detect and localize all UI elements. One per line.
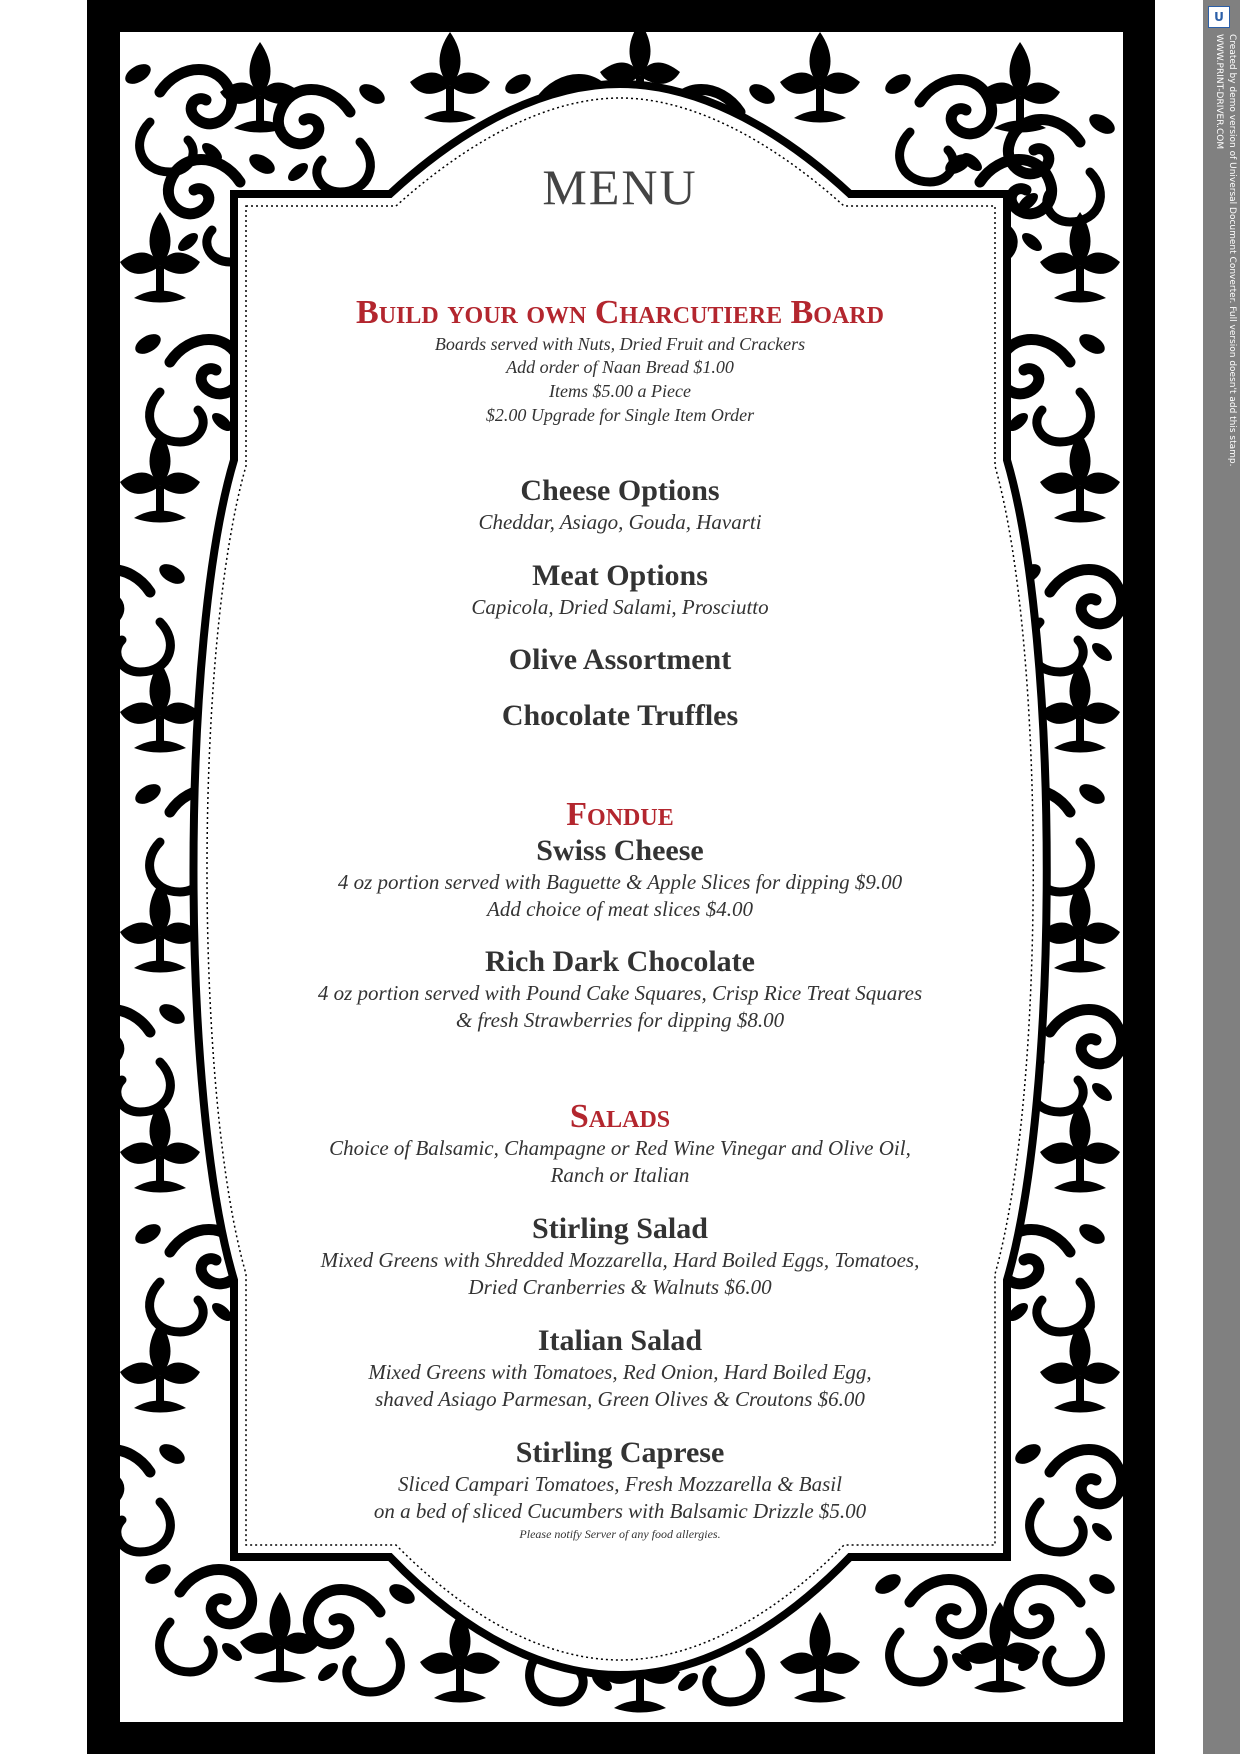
menu-item-name: Cheese Options bbox=[520, 474, 720, 507]
menu-item-desc: 4 oz portion served with Pound Cake Squares, Crisp Rice Treat Squares bbox=[317, 981, 923, 1005]
charcuterie-section-title: Build your own Charcutiere Board bbox=[356, 294, 884, 331]
menu-item-name: Swiss Cheese bbox=[536, 834, 704, 867]
menu-item-name: Olive Assortment bbox=[508, 643, 732, 676]
charcuterie-line-4: $2.00 Upgrade for Single Item Order bbox=[485, 405, 755, 425]
menu-item-desc: shaved Asiago Parmesan, Green Olives & Croutons $6.00 bbox=[375, 1387, 865, 1411]
menu-item-desc: & fresh Strawberries for dipping $8.00 bbox=[455, 1008, 785, 1032]
menu-item-desc: Dried Cranberries & Walnuts $6.00 bbox=[468, 1275, 772, 1299]
salads-intro-2: Ranch or Italian bbox=[550, 1163, 690, 1187]
charcuterie-line-3: Items $5.00 a Piece bbox=[549, 381, 691, 401]
menu-item-desc: Sliced Campari Tomatoes, Fresh Mozzarella & Basil bbox=[398, 1472, 842, 1496]
menu-item-desc: Add choice of meat slices $4.00 bbox=[487, 897, 753, 921]
menu-item-desc: on a bed of sliced Cucumbers with Balsamic Drizzle $5.00 bbox=[373, 1499, 867, 1523]
stamp-line-1: Created by demo version of Universal Document Converter. Full version doesn't add this stamp. bbox=[1227, 34, 1237, 467]
allergy-note: Please notify Server of any food allergies. bbox=[519, 1527, 721, 1541]
menu-item-name: Stirling Salad bbox=[532, 1212, 708, 1245]
converter-stamp-text bbox=[1212, 34, 1238, 467]
menu-item-desc: Mixed Greens with Shredded Mozzarella, Hard Boiled Eggs, Tomatoes, bbox=[320, 1248, 920, 1272]
stamp-line-2: WWW.PRINT-DRIVER.COM bbox=[1214, 34, 1224, 150]
menu-item-desc: Mixed Greens with Tomatoes, Red Onion, Hard Boiled Egg, bbox=[368, 1360, 872, 1384]
charcuterie-line-1: Boards served with Nuts, Dried Fruit and Crackers bbox=[434, 334, 806, 354]
charcuterie-line-2: Add order of Naan Bread $1.00 bbox=[506, 357, 734, 377]
salads-section-title: Salads bbox=[569, 1098, 671, 1135]
menu-item-desc: Cheddar, Asiago, Gouda, Havarti bbox=[478, 510, 762, 534]
menu-item-desc: Capicola, Dried Salami, Prosciutto bbox=[471, 595, 769, 619]
menu-item-name: Stirling Caprese bbox=[515, 1436, 725, 1469]
menu-item-name: Italian Salad bbox=[537, 1324, 703, 1357]
converter-logo-icon: U bbox=[1208, 6, 1230, 28]
menu-item-name: Rich Dark Chocolate bbox=[485, 945, 755, 978]
menu-title: MENU bbox=[542, 159, 698, 215]
salads-intro-1: Choice of Balsamic, Champagne or Red Wine Vinegar and Olive Oil, bbox=[329, 1136, 911, 1160]
menu-item-name: Meat Options bbox=[532, 559, 708, 592]
menu-item-name: Chocolate Truffles bbox=[501, 699, 739, 732]
menu-item-desc: 4 oz portion served with Baguette & Apple Slices for dipping $9.00 bbox=[337, 870, 903, 894]
fondue-section-title: Fondue bbox=[566, 796, 674, 833]
